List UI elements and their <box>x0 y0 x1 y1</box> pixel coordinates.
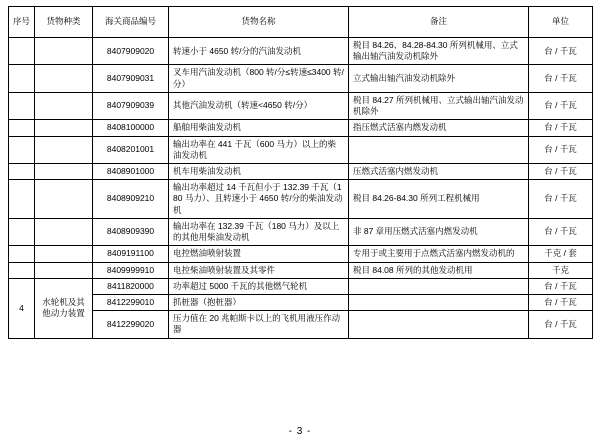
table-row <box>9 311 593 338</box>
cell-code: 8412299020 <box>93 311 169 338</box>
cell-note: 指压燃式活塞内燃发动机 <box>349 120 529 136</box>
cell-note: 税目 84.26-84.30 所列工程机械用 <box>349 180 529 219</box>
cell-seq: 4 <box>9 278 35 338</box>
cell-kind: 水轮机及其他动力装置 <box>35 278 93 338</box>
cell-seq <box>9 163 35 179</box>
cell-unit: 台 / 千瓦 <box>529 92 593 119</box>
cell-code: 8409999910 <box>93 262 169 278</box>
cell-unit: 千克 <box>529 262 593 278</box>
column-header-name: 货物名称 <box>169 7 349 38</box>
table-row <box>9 65 593 92</box>
cell-seq <box>9 180 35 219</box>
column-header-unit: 单位 <box>529 7 593 38</box>
table-row <box>9 38 593 65</box>
cell-unit: 台 / 千瓦 <box>529 120 593 136</box>
cell-code: 8412299010 <box>93 294 169 310</box>
cell-seq <box>9 38 35 65</box>
table-row <box>9 278 593 294</box>
cell-name: 输出功率在 132.39 千瓦（180 马力）及以上的其他用柴油发动机 <box>169 218 349 245</box>
cell-note: 压燃式活塞内燃发动机 <box>349 163 529 179</box>
column-header-seq: 序号 <box>9 7 35 38</box>
cell-unit: 台 / 千瓦 <box>529 311 593 338</box>
cell-note: 税目 84.26、84.28-84.30 所列机械用、立式输出轴汽油发动机除外 <box>349 38 529 65</box>
cell-code: 8407909020 <box>93 38 169 65</box>
cell-name: 电控柴油喷射装置及其零件 <box>169 262 349 278</box>
cell-name: 船舶用柴油发动机 <box>169 120 349 136</box>
column-header-note: 备注 <box>349 7 529 38</box>
table-row <box>9 262 593 278</box>
table-row <box>9 246 593 262</box>
cell-code: 8408201001 <box>93 136 169 163</box>
cell-note: 专用于或主要用于点燃式活塞内燃发动机的 <box>349 246 529 262</box>
cell-code: 8411820000 <box>93 278 169 294</box>
cell-unit: 台 / 千瓦 <box>529 65 593 92</box>
table-header-row <box>9 7 593 38</box>
cell-note <box>349 278 529 294</box>
cell-unit: 台 / 千瓦 <box>529 278 593 294</box>
column-header-code: 海关商品编号 <box>93 7 169 38</box>
cell-code: 8407909031 <box>93 65 169 92</box>
table-row <box>9 120 593 136</box>
cell-kind <box>35 136 93 163</box>
cell-code: 8409191100 <box>93 246 169 262</box>
cell-seq <box>9 246 35 262</box>
cell-unit: 台 / 千瓦 <box>529 294 593 310</box>
cell-seq <box>9 218 35 245</box>
table-row <box>9 294 593 310</box>
cell-unit: 千克 / 套 <box>529 246 593 262</box>
cell-code: 8407909039 <box>93 92 169 119</box>
cell-unit: 台 / 千瓦 <box>529 218 593 245</box>
cell-unit: 台 / 千瓦 <box>529 163 593 179</box>
cell-seq <box>9 120 35 136</box>
cell-kind <box>35 120 93 136</box>
cell-unit: 台 / 千瓦 <box>529 180 593 219</box>
cell-name: 转速小于 4650 转/分的汽油发动机 <box>169 38 349 65</box>
table-row <box>9 180 593 219</box>
cell-seq <box>9 92 35 119</box>
tariff-table <box>8 6 593 339</box>
cell-note <box>349 311 529 338</box>
cell-name: 机车用柴油发动机 <box>169 163 349 179</box>
table-header <box>9 7 593 38</box>
cell-kind <box>35 218 93 245</box>
cell-note: 立式输出轴汽油发动机除外 <box>349 65 529 92</box>
cell-kind <box>35 262 93 278</box>
cell-name: 输出功率超过 14 千瓦但小于 132.39 千瓦（180 马力）、且转速小于 4650 转/分的柴油发动机 <box>169 180 349 219</box>
cell-seq <box>9 262 35 278</box>
cell-kind <box>35 38 93 65</box>
cell-kind <box>35 65 93 92</box>
cell-kind <box>35 180 93 219</box>
page-number: - 3 - <box>288 426 312 437</box>
cell-code: 8408100000 <box>93 120 169 136</box>
cell-kind <box>35 163 93 179</box>
cell-unit: 台 / 千瓦 <box>529 136 593 163</box>
table-row <box>9 218 593 245</box>
cell-note <box>349 136 529 163</box>
table-body <box>9 38 593 339</box>
cell-seq <box>9 136 35 163</box>
cell-note <box>349 294 529 310</box>
table-row <box>9 136 593 163</box>
cell-note: 非 87 章用压燃式活塞内燃发动机 <box>349 218 529 245</box>
cell-name: 压力值在 20 兆帕斯卡以上的飞机用液压作动器 <box>169 311 349 338</box>
table-row <box>9 163 593 179</box>
cell-note: 税目 84.08 所列的其他发动机用 <box>349 262 529 278</box>
cell-name: 功率超过 5000 千瓦的其他燃气轮机 <box>169 278 349 294</box>
cell-name: 其他汽油发动机（转速<4650 转/分） <box>169 92 349 119</box>
cell-code: 8408909210 <box>93 180 169 219</box>
cell-name: 输出功率在 441 千瓦（600 马力）以上的柴油发动机 <box>169 136 349 163</box>
cell-name: 叉车用汽油发动机（800 转/分≤转速≤3400 转/分） <box>169 65 349 92</box>
cell-kind <box>35 92 93 119</box>
cell-name: 抓桩器（抱桩器） <box>169 294 349 310</box>
cell-kind <box>35 246 93 262</box>
cell-seq <box>9 65 35 92</box>
table-row <box>9 92 593 119</box>
cell-name: 电控燃油喷射装置 <box>169 246 349 262</box>
cell-code: 8408909390 <box>93 218 169 245</box>
cell-note: 税目 84.27 所列机械用、立式输出轴汽油发动机除外 <box>349 92 529 119</box>
cell-unit: 台 / 千瓦 <box>529 38 593 65</box>
column-header-kind: 货物种类 <box>35 7 93 38</box>
cell-code: 8408901000 <box>93 163 169 179</box>
